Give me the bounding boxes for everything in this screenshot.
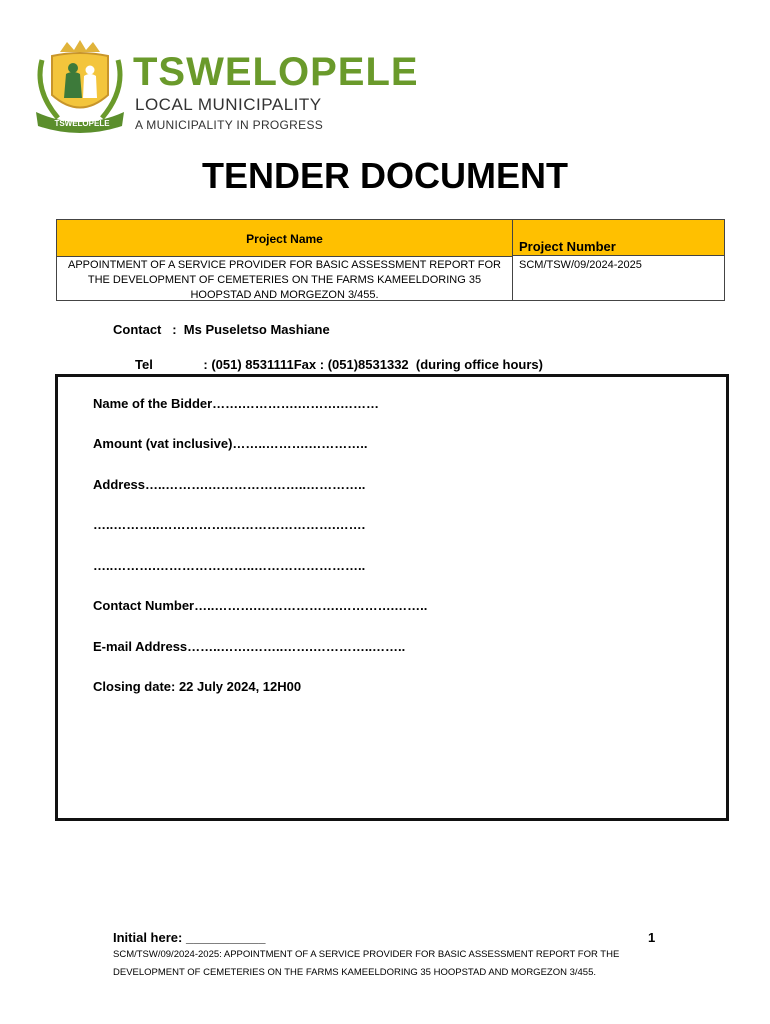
project-name-cell (57, 220, 513, 300)
emblem-ribbon-text: TSWELOPELE (54, 119, 110, 128)
document-title: TENDER DOCUMENT (202, 155, 568, 196)
contact-number-field[interactable]: Contact Number…..……….……………….………….…….. (93, 598, 428, 613)
project-table (56, 219, 725, 301)
contact-person: Contact : Ms Puseletso Mashiane (113, 322, 330, 337)
logo-title: TSWELOPELE (133, 50, 419, 94)
email-address-field[interactable]: E-mail Address……..…….……..…….…………..…….. (93, 639, 406, 654)
page-number: 1 (648, 930, 656, 945)
closing-date: Closing date: 22 July 2024, 12H00 (93, 679, 302, 694)
municipality-logo (30, 40, 450, 140)
project-number-value: SCM/TSW/09/2024-2025 (519, 259, 642, 271)
bidder-name-field[interactable]: Name of the Bidder…….………….……….……… (93, 396, 380, 411)
address-field[interactable]: Address…..……….…………………..………….. (93, 477, 366, 492)
logo-tagline: A MUNICIPALITY IN PROGRESS (135, 118, 324, 132)
project-name-header: Project Name (57, 220, 512, 257)
project-name-value: APPOINTMENT OF A SERVICE PROVIDER FOR BASIC ASSESSMENT REPORT FOR THE DEVELOPMENT OF CEMETERIES ON THE FARMS KAMEELDORING 35 HOOPSTAD AND MORGEZON 3/455. (68, 259, 501, 301)
logo-subtitle: LOCAL MUNICIPALITY (135, 95, 322, 114)
contact-telephone: Tel : (051) 8531111Fax : (051)8531332 (during office hours) (135, 357, 543, 372)
footer-note: SCM/TSW/09/2024-2025: APPOINTMENT OF A SERVICE PROVIDER FOR BASIC ASSESSMENT REPORT FOR THE DEVELOPMENT OF CEMETERIES ON THE FARMS KAMEELDORING 35 HOOPSTAD AND MORGEZON 3/455. (113, 949, 620, 978)
bidder-details-box (55, 374, 729, 821)
amount-field[interactable]: Amount (vat inclusive)……..……….………….. (93, 436, 368, 451)
project-number-header: Project Number (513, 220, 724, 256)
address-line-3-field[interactable]: …..……….…………………..…………………….. (93, 558, 366, 573)
initial-here-field[interactable]: Initial here: ___________ (113, 930, 266, 945)
project-number-cell (513, 220, 724, 300)
address-line-2-field[interactable]: …..………..…………….…………………….……. (93, 517, 366, 532)
